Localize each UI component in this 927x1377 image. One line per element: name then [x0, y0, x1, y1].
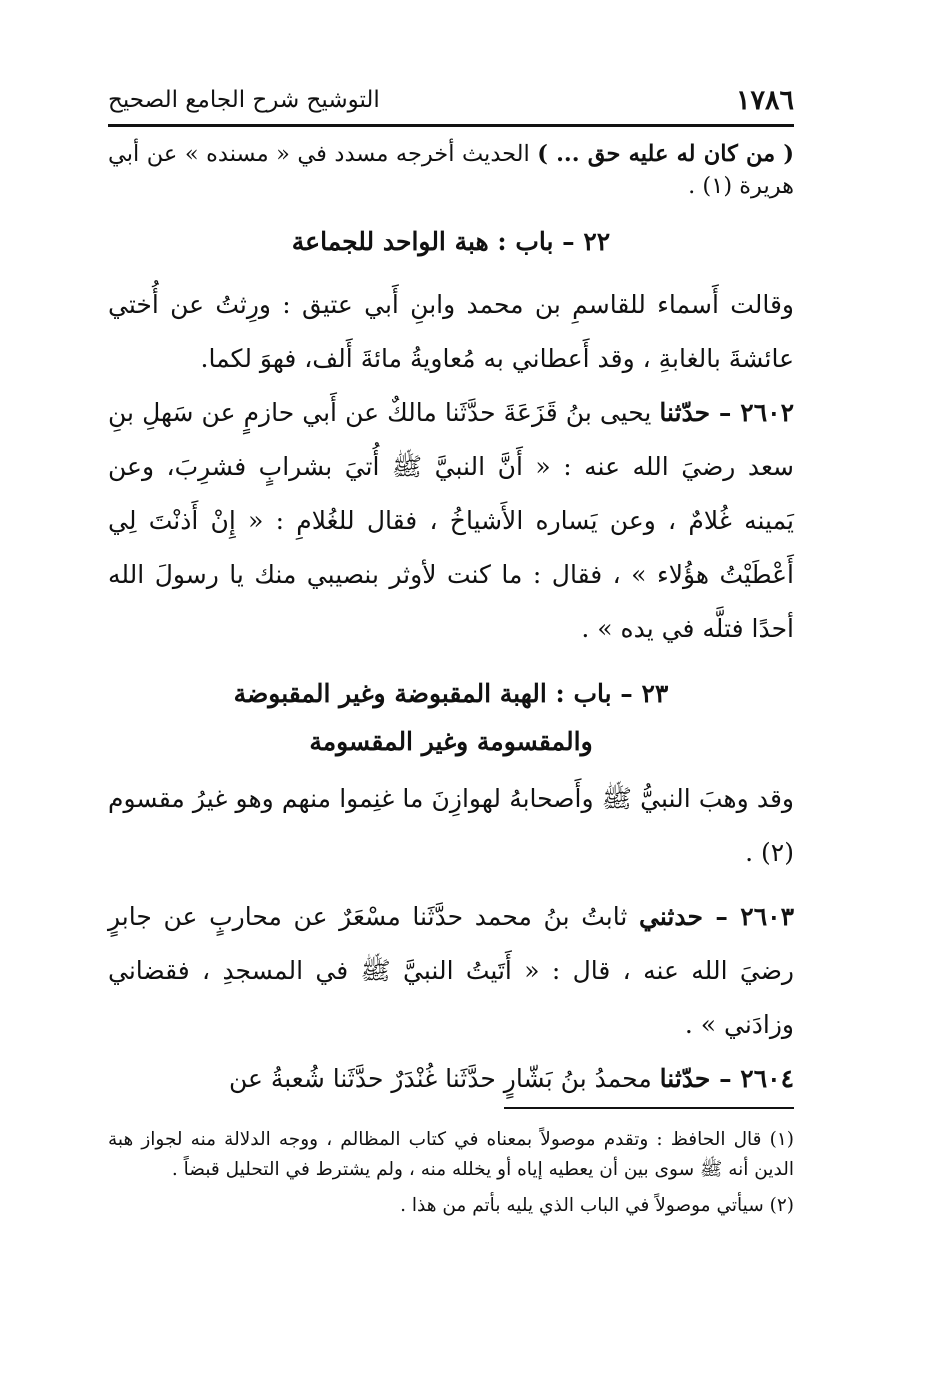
hadith-2602	[108, 386, 794, 656]
hadith-2603-lead: ٢٦٠٣ – حدثني	[638, 902, 794, 931]
intro-bold-lead: ( من كان له عليه حق ... )	[537, 141, 794, 167]
spacer	[108, 880, 794, 890]
hadith-2604-lead: ٢٦٠٤ – حدّثنا	[659, 1064, 794, 1093]
hadith-2604	[108, 1052, 794, 1106]
chapter-22-text: وقالت أَسماء للقاسمِ بن محمد وابنِ أَبي عتيق : ورِثتُ عن أُختي عائشةَ بالغابةِ ، وقد أَعطاني به مُعاويةُ مائةَ أَلف، فهوَ لكما.	[108, 290, 794, 373]
chapter-heading-23-line2: والمقسومة وغير المقسومة	[309, 727, 593, 756]
page-header	[108, 80, 794, 120]
hadith-2603-text: ثابتُ بنُ محمد حدَّثَنا مسْعَرٌ عن محاربٍ عن جابرٍ رضيَ الله عنه ، قال : « أَتَيتُ النبيَّ ﷺ في المسجدِ ، فقضاني وزادَني » .	[108, 902, 794, 1039]
footnotes	[108, 1125, 794, 1227]
chapter-heading-23-line1: ٢٣ – باب : الهبة المقبوضة وغير المقبوضة	[233, 679, 669, 708]
main-text	[108, 138, 794, 1106]
intro-paragraph	[108, 138, 794, 202]
running-title: التوشيح شرح الجامع الصحيح	[108, 87, 380, 113]
hadith-2602-text: يحيى بنُ قَزَعَةَ حدَّثَنا مالكٌ عن أَبي حازمٍ عن سَهلِ بنِ سعد رضيَ الله عنه : « أَنَّ النبيَّ ﷺ أُتيَ بشرابٍ فشرِبَ، وعن يَمينه غُلامٌ ، وعن يَساره الأَشياخُ ، فقال للغُلامِ : « إِنْ أَذنْتَ لِي أَعْطَيْتُ هؤُلاء » ، فقال : ما كنت لأوثر بنصيبي منك يا رسولَ الله أحدًا فتلَّه في يده » .	[108, 398, 794, 643]
chapter-heading-22: ٢٢ – باب : هبة الواحد للجماعة	[291, 227, 611, 256]
chapter-23-text: وقد وهبَ النبيُّ ﷺ وأَصحابهُ لهوازِنَ ما غنِموا منهم وهو غيرُ مقسوم (٢) .	[108, 784, 795, 867]
hadith-2602-lead: ٢٦٠٢ – حدّثنا	[659, 398, 794, 427]
footnote-2: (٢) سيأتي موصولاً في الباب الذي يليه بأتم من هذا .	[400, 1195, 794, 1216]
footnote-rule	[504, 1107, 794, 1109]
hadith-2604-text: محمدُ بنُ بَشّارٍ حدَّثَنا غُنْدَرٌ حدَّثَنا شُعبةُ عن	[228, 1064, 660, 1093]
page-number: ١٧٨٦	[735, 84, 794, 116]
footnote-1: (١) قال الحافظ : وتقدم موصولاً بمعناه في كتاب المظالم ، ووجه الدلالة منه لجواز هبة الدين أنه ﷺ سوى بين أن يعطيه إياه أو يخلله منه ، ولم يشترط في التحليل قبضاً .	[108, 1129, 794, 1180]
header-rule	[108, 124, 794, 127]
hadith-2603	[108, 890, 794, 1052]
intro-text: الحديث أخرجه مسدد في « مسنده » عن أبي هريرة (١) .	[108, 141, 794, 199]
